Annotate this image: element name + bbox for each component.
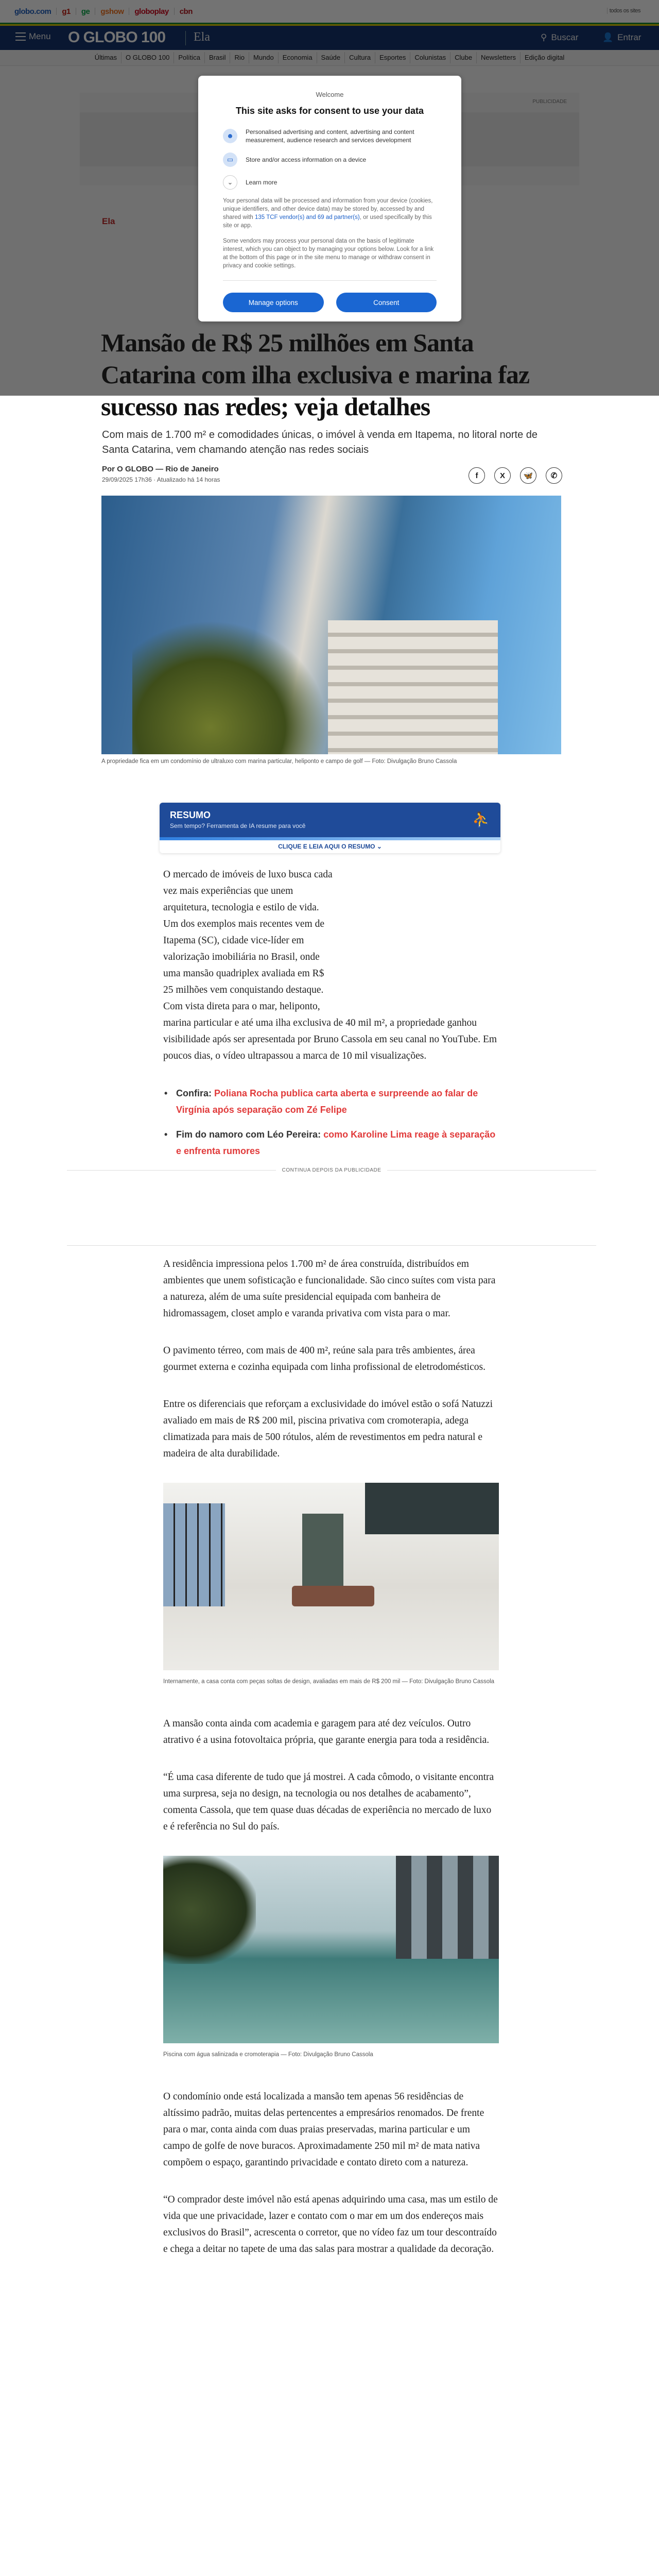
globo-sites-bar [0, 0, 659, 23]
all-sites-link[interactable]: todos os sites [607, 8, 640, 14]
ad-label: PUBLICIDADE [532, 99, 567, 105]
nav-item[interactable]: Brasil [204, 52, 230, 63]
ad-continue-label: CONTINUA DEPOIS DA PUBLICIDADE [282, 1167, 381, 1173]
nav-item[interactable]: Economia [278, 52, 317, 63]
menu-label: Menu [29, 31, 51, 41]
learn-more-toggle[interactable] [223, 175, 437, 190]
related-links [163, 1085, 498, 1159]
search-label: Buscar [551, 32, 579, 42]
article-paragraph: Entre os diferenciais que reforçam a exclusividade do imóvel estão o sofá Natuzzi avaliado em mais de R$ 200 mil, piscina privativa com cromoterapia, adega climatizada para mais de 500 rótulos, além de revestimentos em pedra natural e madeira de alta durabilidade. [163, 1399, 493, 1459]
consent-info-text [223, 197, 437, 230]
purpose-text: Store and/or access information on a device [246, 156, 367, 163]
menu-button[interactable] [15, 31, 51, 42]
photo-detail [163, 1503, 225, 1606]
photo-detail [396, 1856, 499, 1959]
nav-item[interactable]: Mundo [249, 52, 278, 63]
photo-detail [132, 620, 328, 754]
learn-more-label: Learn more [246, 179, 278, 186]
related-link[interactable]: Poliana Rocha publica carta aberta e surpreende ao falar de Virgínia após separação com Zé Felipe [176, 1088, 478, 1115]
section-nav [0, 50, 659, 66]
divider-line [67, 1170, 276, 1171]
whatsapp-share-icon[interactable]: ✆ [546, 467, 562, 484]
summary-subtitle: Sem tempo? Ferramenta de IA resume para você [170, 822, 306, 829]
share-bar [469, 467, 562, 484]
related-link[interactable]: como Karoline Lima reage à separação e enfrenta rumores [176, 1129, 496, 1156]
nav-item[interactable]: Edição digital [520, 52, 568, 63]
summary-expand-button[interactable] [160, 840, 500, 853]
related-link-item [163, 1085, 498, 1118]
search-icon: ⚲ [541, 32, 547, 42]
nav-item[interactable]: Clube [450, 52, 476, 63]
x-share-icon[interactable]: X [494, 467, 511, 484]
purpose-text: Personalised advertising and content, advertising and content measurement, audience research and services development [246, 128, 414, 144]
reading-figure-icon: ⛹ [472, 811, 490, 827]
nav-item[interactable]: Newsletters [476, 52, 520, 63]
paragraph-text: O mercado de imóveis de luxo busca cada vez mais experiências que unem arquitetura, tecnologia e estilo de vida. Um dos exemplos mais recentes vem de Itapema (SC), cidade vice-líder em valorização imobiliária no Brasil, onde uma mansão quadriplex avaliada em R$ 25 milhões vem conquistando destaque. Com vista direta para o mar, heliponto, marina particular e até uma ilha exclusiva de 40 mil m², a propriedade ganhou visibilidade após ser apresentada por Bruno Cassola em seu canal no YouTube. Em poucos dias, o vídeo ultrapassou a marca de 10 mil visualizações. [163, 869, 497, 1061]
consent-button[interactable]: Consent [336, 293, 437, 312]
chevron-down-icon: ⌄ [223, 175, 237, 190]
article-paragraph: A residência impressiona pelos 1.700 m² de área construída, distribuídos em ambientes que unem sofisticação e funcionalidade. São cinco suítes com vista para a natureza, além de uma suíte presidencial equipada com banheira de hidromassagem, closet amplo e varanda privativa com vista para o mar. [163, 1259, 496, 1319]
consent-welcome: Welcome [316, 91, 344, 98]
nav-item[interactable]: Saúde [317, 52, 345, 63]
article-subtitle: Com mais de 1.700 m² e comodidades únicas, o imóvel à venda em Itapema, no litoral norte de Santa Catarina, vem chamando atenção nas redes sociais [102, 429, 537, 455]
photo-living-room[interactable] [163, 1483, 499, 1670]
login-button[interactable] [602, 32, 641, 43]
byline: Por O GLOBO — Rio de Janeiro [102, 465, 219, 473]
nav-item[interactable]: Política [174, 52, 204, 63]
consent-actions [223, 293, 437, 312]
site-link-ge[interactable]: ge [81, 7, 90, 16]
ad-divider-bottom [67, 1245, 596, 1246]
section-name[interactable]: Ela [194, 30, 210, 44]
article-paragraph: O condomínio onde está localizada a mansão tem apenas 56 residências de altíssimo padrão, muitas delas pertencentes a empresários renomados. De frente para o mar, conta ainda com duas praias preservadas, marina particular e um campo de golfe de nove buracos. Aproximadamente 250 mil m² de mata nativa compõem o espaço, garantindo privacidade e contato direto com a natureza. [163, 2091, 484, 2168]
site-logo[interactable]: O GLOBO 100 [68, 29, 166, 46]
consent-purpose [223, 152, 437, 167]
site-header [0, 26, 659, 50]
hero-photo-mansion-facade[interactable] [101, 496, 561, 754]
nav-item[interactable]: O GLOBO 100 [121, 52, 174, 63]
nav-item[interactable]: Últimas [94, 54, 117, 61]
bluesky-share-icon[interactable]: 🦋 [520, 467, 536, 484]
chevron-down-icon: ⌄ [376, 843, 382, 850]
site-link-gshow[interactable]: gshow [100, 7, 124, 16]
logo-divider [185, 31, 186, 45]
manage-options-button[interactable]: Manage options [223, 293, 324, 312]
ad-divider [67, 1167, 596, 1173]
article-body [0, 496, 659, 2278]
article-paragraph: “O comprador deste imóvel não está apenas adquirindo uma casa, mas um estilo de vida que une privacidade, lazer e contato com o mar em um dos endereços mais exclusivos do Brasil”, acrescenta o corretor, que no vídeo faz um tour descontraído e chega a deitar no tapete de uma das salas para mostrar a qualidade da decoração. [163, 2194, 498, 2255]
consent-heading: This site asks for consent to use your data [235, 106, 424, 116]
article-paragraph [163, 867, 498, 1064]
photo-detail [163, 1856, 256, 1964]
person-icon: ☻ [223, 129, 237, 143]
site-link-cbn[interactable]: cbn [179, 7, 193, 16]
user-icon: 👤 [602, 32, 614, 42]
ai-summary-box[interactable] [160, 803, 500, 853]
nav-item[interactable]: Rio [230, 52, 249, 63]
facebook-share-icon[interactable]: f [469, 467, 485, 484]
divider [223, 280, 437, 281]
hamburger-icon [15, 32, 26, 41]
divider-line [387, 1170, 596, 1171]
page-end-spacing [0, 2258, 659, 2278]
devices-icon: ▭ [223, 152, 237, 167]
section-kicker[interactable]: Ela [102, 216, 115, 226]
publish-date: 29/09/2025 17h36 · Atualizado há 14 horas [102, 476, 220, 483]
ad-slot-mid [0, 1173, 659, 1245]
related-prefix: Fim do namoro com Léo Pereira: [176, 1129, 321, 1140]
hero-caption: A propriedade fica em um condomínio de ultraluxo com marina particular, heliponto e campo de golf — Foto: Divulgação Bruno Cassola [101, 758, 457, 765]
side-ad-space [336, 867, 498, 1015]
site-link-globo[interactable]: globo.com [14, 7, 51, 16]
vendors-link[interactable]: 135 TCF vendor(s) and 69 ad partner(s) [255, 214, 360, 221]
consent-legitimate-interest-text: Some vendors may process your personal data on the basis of legitimate interest, which you can object to by managing your options below. Look for a link at the bottom of this page or in the site menu to manage or withdraw consent in privacy and cookie settings. [223, 238, 434, 269]
site-link-g1[interactable]: g1 [62, 7, 71, 16]
photo-pool[interactable] [163, 1856, 499, 2043]
info-text: Your personal data will be processed and information from your device (cookies, unique identifiers, and other device data) may be stored by, accessed by and shared with [223, 198, 433, 221]
related-prefix: Confira: [176, 1088, 212, 1098]
nav-item[interactable]: Colunistas [410, 52, 450, 63]
nav-item[interactable]: Cultura [344, 52, 375, 63]
summary-title: RESUMO [170, 810, 211, 820]
photo-caption: Internamente, a casa conta com peças soltas de design, avaliadas em mais de R$ 200 mil — Foto: Divulgação Bruno Cassola [163, 1679, 495, 1685]
photo-caption: Piscina com água salinizada e cromoterapia — Foto: Divulgação Bruno Cassola [163, 2052, 373, 2058]
article-title: Mansão de R$ 25 milhões em Santa Catarina com ilha exclusiva e marina faz sucesso nas redes; veja detalhes [101, 328, 530, 421]
article-paragraph: “É uma casa diferente de tudo que já mostrei. A cada cômodo, o visitante encontra uma surpresa, seja no design, na tecnologia ou nos detalhes de acabamento”, comenta Cassola, que tem quase duas décadas de experiência no mercado de luxo e é referência no Sul do país. [163, 1772, 494, 1832]
login-label: Entrar [617, 32, 641, 42]
info-text: , or used specifically by this site or app. [223, 214, 432, 229]
figure [163, 1483, 499, 1686]
consent-purpose [223, 128, 437, 144]
photo-detail [365, 1483, 499, 1534]
article-paragraph: O pavimento térreo, com mais de 400 m², reúne sala para três ambientes, área gourmet externa e cozinha equipada com linha profissional de eletrodomésticos. [163, 1345, 485, 1372]
photo-detail [292, 1586, 374, 1606]
article-paragraph: A mansão conta ainda com academia e garagem para até dez veículos. Outro atrativo é a usina fotovoltaica própria, que garante energia para toda a residência. [163, 1718, 490, 1745]
figure [163, 1856, 499, 2059]
photo-detail [328, 620, 498, 754]
nav-item[interactable]: Esportes [375, 52, 410, 63]
search-button[interactable] [541, 32, 578, 43]
related-link-item [163, 1126, 498, 1159]
summary-cta-label: CLIQUE E LEIA AQUI O RESUMO [278, 843, 375, 850]
summary-header [160, 803, 500, 837]
site-link-globoplay[interactable]: globoplay [134, 7, 169, 16]
consent-dialog [198, 76, 461, 321]
